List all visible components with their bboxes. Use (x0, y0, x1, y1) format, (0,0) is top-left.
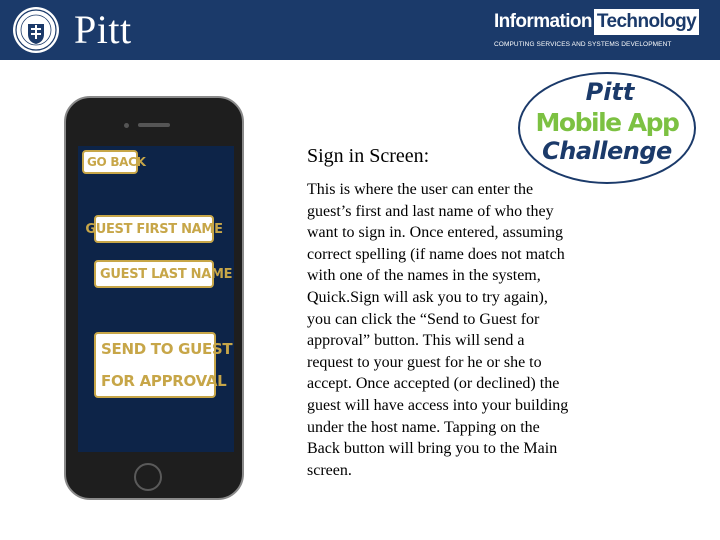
it-logo-technology: Technology (594, 9, 699, 35)
page-title: Sign in Screen: (307, 145, 430, 167)
camera-icon (124, 123, 129, 128)
logo-challenge-text: Challenge (542, 137, 672, 165)
guest-last-name-field[interactable]: GUEST LAST NAME (94, 260, 214, 288)
university-seal-icon (12, 6, 60, 54)
description-text: This is where the user can enter the guest’s first and last name of who they want to sign in. Once entered, assuming correct spelling (if name does not match with one of the names in the system, Quick.Sign will ask you to try again), you can click the “Send to Guest for approval” button. This will send a request to your guest for he or she to accept. Once accepted (or declined) the guest will have access into your building under the host name. Tapping on the Back button will bring you to the Main screen. (307, 181, 569, 479)
it-logo-subtitle: COMPUTING SERVICES AND SYSTEMS DEVELOPMENT (494, 41, 672, 48)
phone-screen (78, 146, 234, 452)
logo-mobile-app-text: Mobile App (535, 108, 679, 137)
send-button-line1: SEND TO GUEST (101, 340, 233, 358)
logo-pitt-text: Pitt (585, 78, 635, 106)
header-bar (0, 0, 720, 60)
send-to-guest-button[interactable] (94, 332, 233, 398)
go-back-button[interactable]: GO BACK (82, 150, 138, 174)
home-button[interactable] (134, 463, 162, 491)
mobile-app-challenge-logo (518, 72, 696, 184)
university-wordmark: Pitt (74, 7, 132, 52)
it-logo-information: Information (494, 11, 592, 32)
send-button-line2: FOR APPROVAL (101, 372, 227, 390)
guest-first-name-field[interactable]: GUEST FIRST NAME (94, 215, 214, 243)
it-logo (494, 9, 699, 35)
speaker-icon (138, 123, 170, 127)
